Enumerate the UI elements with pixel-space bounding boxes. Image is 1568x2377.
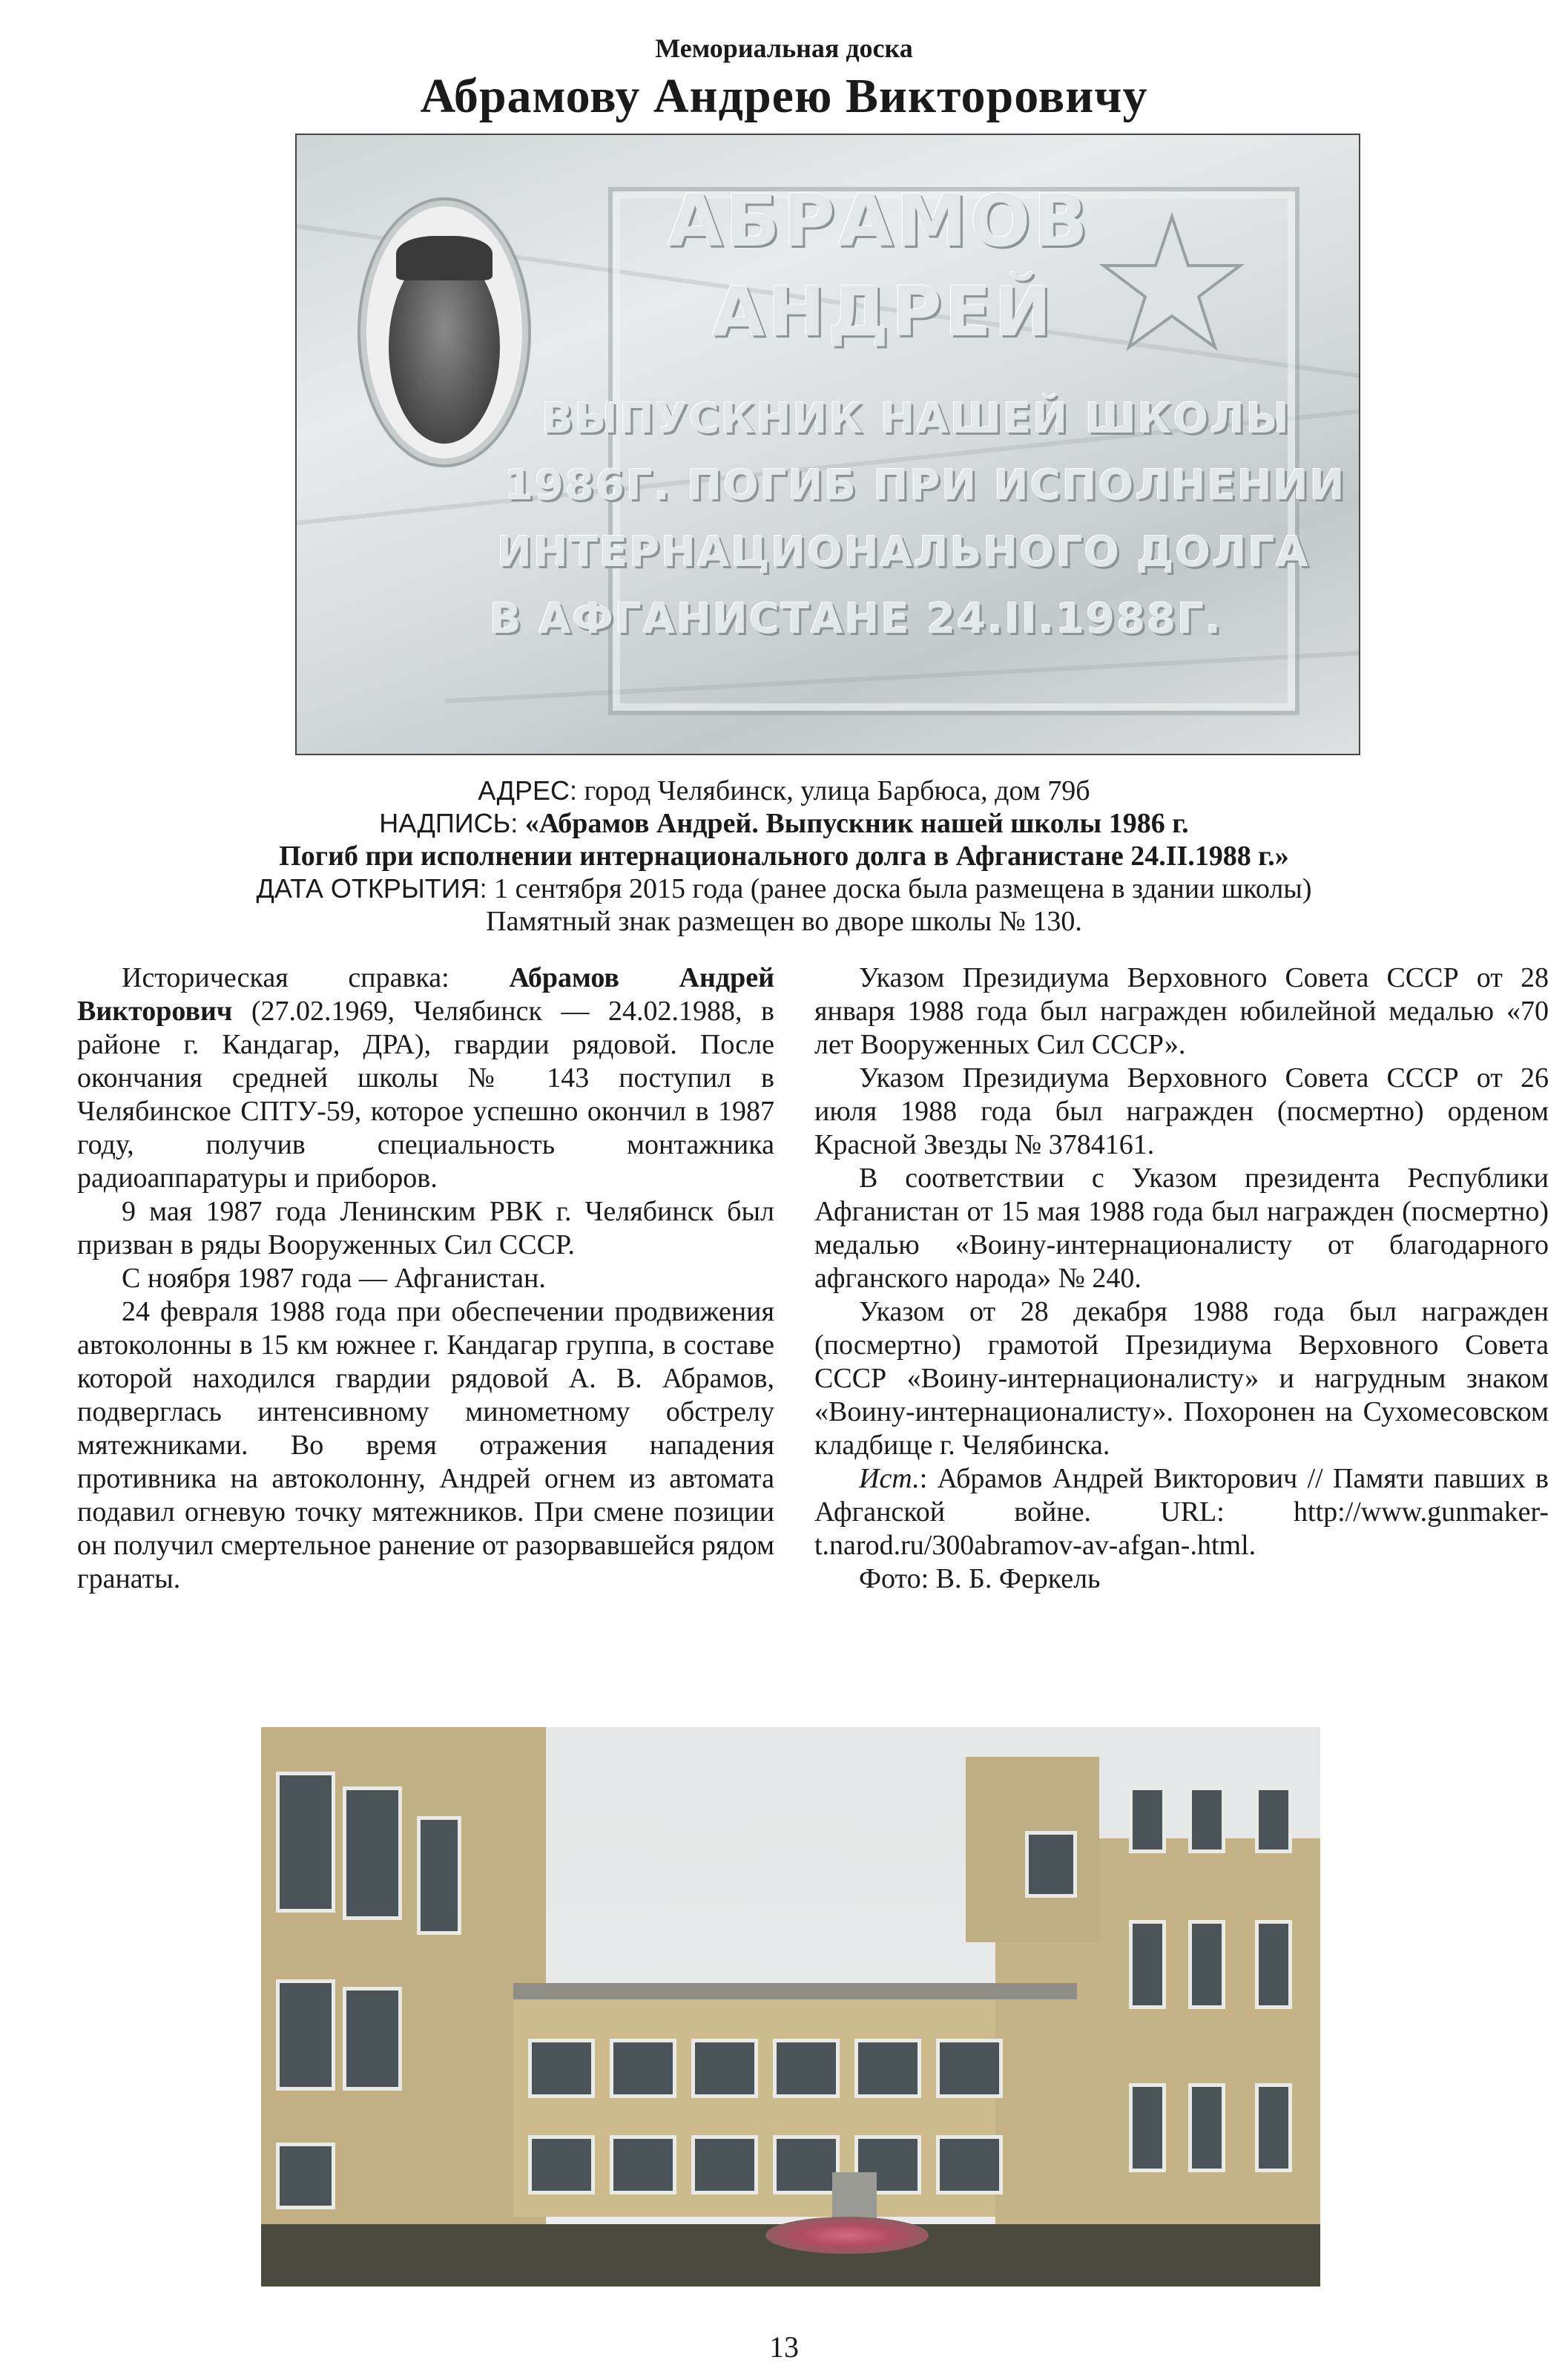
address-line (0, 775, 1568, 807)
award-paragraph-2: Указом Президиума Верховного Совета СССР от 26 июля 1988 года был награжден (посмертно) орденом Красной Звезды № 3784161. (814, 1062, 1549, 1160)
page-subtitle: Мемориальная доска (655, 33, 913, 63)
opening-label: ДАТА ОТКРЫТИЯ: (256, 873, 487, 904)
plaque-line-graduate: ВЫПУСКНИК НАШЕЙ ШКОЛЫ (541, 395, 1291, 443)
inscription-text-1: «Абрамов Андрей. Выпускник нашей школы 1986 г. (518, 808, 1189, 839)
opening-value: 1 сентября 2015 года (ранее доска была размещена в здании школы) (487, 873, 1312, 904)
plaque-surname: АБРАМОВ (668, 180, 1091, 263)
page-number: 13 (769, 2330, 799, 2364)
plaque-line-died: 1986Г. ПОГИБ ПРИ ИСПОЛНЕНИИ (504, 461, 1346, 510)
inscription-line-1 (0, 807, 1568, 840)
plaque-line-duty: ИНТЕРНАЦИОНАЛЬНОГО ДОЛГА (497, 528, 1310, 576)
history-paragraph-3: С ноября 1987 года — Афганистан. (122, 1263, 546, 1294)
right-column (814, 961, 1549, 1596)
source-label: Ист. (859, 1463, 920, 1494)
portrait-cap (396, 236, 493, 280)
history-prefix: Историческая справка: (122, 962, 510, 993)
plaque-info (0, 775, 1568, 938)
plaque-line-afghanistan: В АФГАНИСТАНЕ 24.II.1988Г. (490, 595, 1223, 643)
inscription-line-2: Погиб при исполнении интернационального долга в Афганистане 24.II.1988 г.» (279, 841, 1289, 872)
award-paragraph-3: В соответствии с Указом президента Республики Афганистан от 15 мая 1988 года был награжден (посмертно) медалью «Воину-интернационалисту от благодарного афганского народа» № 240. (814, 1163, 1549, 1294)
location-note: Памятный знак размещен во дворе школы № 130. (486, 906, 1082, 937)
plaque-firstname: АНДРЕЙ (712, 272, 1055, 352)
memorial-plaque-photo (295, 134, 1360, 755)
history-paragraph-4: 24 февраля 1988 года при обеспечении продвижения автоколонны в 15 км южнее г. Кандагар группа, в составе которой находился гвардии рядовой А. В. Абрамов, подверглась интенсивному минометному обстрелу мятежниками. Во время отражения нападения противника на автоколонну, Андрей огнем из автомата подавил огневую точку мятежников. При смене позиции он получил смертельное ранение от разорвавшейся рядом гранаты. (77, 1296, 774, 1594)
flower-bed (765, 2217, 929, 2254)
history-text: (27.02.1969, Челябинск — 24.02.1988, в районе г. Кандагар, ДРА), гвардии рядовой. После окончания средней школы № 143 поступил в Челябинское СПТУ-59, которое успешно окончил в 1987 году, получив специальность монтажника радиоаппаратуры и приборов. (77, 996, 774, 1194)
portrait-medallion (360, 200, 528, 464)
photo-credit: Фото: В. Б. Феркель (859, 1563, 1101, 1594)
history-paragraph-1 (77, 961, 774, 1195)
roof-edge (513, 1983, 1077, 1999)
award-paragraph-1: Указом Президиума Верховного Совета СССР от 28 января 1988 года был награжден юбилейной медалью «70 лет Вооруженных Сил СССР». (814, 962, 1549, 1060)
page-title: Абрамову Андрею Викторовичу (420, 69, 1148, 123)
left-column (77, 961, 774, 1596)
address-label: АДРЕС: (478, 775, 577, 806)
star-icon (1098, 209, 1246, 358)
inscription-label: НАДПИСЬ: (379, 808, 518, 838)
award-paragraph-4: Указом от 28 декабря 1988 года был награжден (посмертно) грамотой Президиума Верховного Совета СССР «Воину-интернационалисту» и нагрудным знаком «Воину-интернационалисту». Похоронен на Сухомесовском кладбище г. Челябинска. (814, 1296, 1549, 1461)
hero-name: Абрамов Андрей Викторович (77, 962, 775, 1027)
opening-line (0, 872, 1568, 905)
address-value: город Челябинск, улица Барбюса, дом 79б (576, 775, 1090, 806)
source-paragraph (814, 1462, 1549, 1562)
school-courtyard-photo (261, 1727, 1320, 2286)
history-paragraph-2: 9 мая 1987 года Ленинским РВК г. Челябинск был призван в ряды Вооруженных Сил СССР. (77, 1196, 774, 1260)
source-text: : Абрамов Андрей Викторович // Памяти павших в Афганской войне. URL: http://www.gunmaker-t.narod.ru/300abramov-av-afgan-.html. (814, 1463, 1549, 1561)
